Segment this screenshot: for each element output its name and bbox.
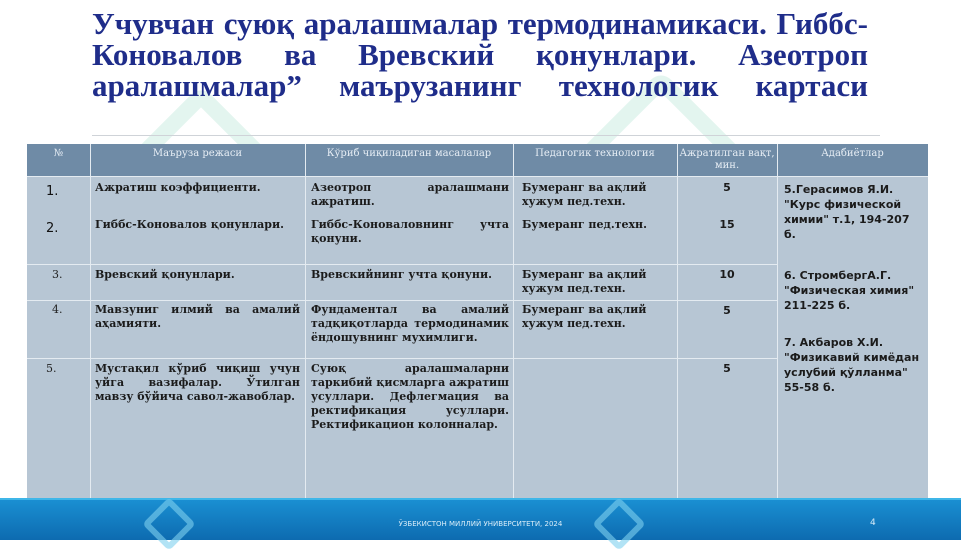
header-literature: Адабиётлар	[821, 148, 884, 159]
header-number: №	[53, 148, 64, 159]
header-plan: Маъруза режаси	[152, 148, 243, 159]
row-technology: Бумеранг ва ақлий хужум пед.техн.	[522, 303, 647, 330]
row-divider	[27, 358, 777, 359]
column-divider	[90, 144, 91, 500]
row-issues: Азеотроп аралашмани ажратиш.	[311, 181, 509, 208]
header-issues: Кўриб чиқиладиган масалалар	[326, 148, 492, 159]
page-number: 4	[870, 518, 876, 528]
row-number: 4.	[52, 303, 63, 316]
row-plan: Мавзуниг илмий ва амалий аҳамияти.	[95, 303, 300, 330]
literature-item: 5.Герасимов Я.И. "Курс физической химии" т.1, 194-207 б.	[784, 183, 910, 241]
row-plan: Ажратиш коэффициенти.	[95, 181, 261, 194]
row-technology: Бумеранг ва ақлий хужум пед.техн.	[522, 268, 647, 295]
column-divider	[305, 144, 306, 500]
row-number: 5.	[46, 362, 57, 375]
title-divider	[92, 135, 880, 136]
row-number: 2.	[46, 221, 59, 236]
row-technology: Бумеранг пед.техн.	[522, 218, 647, 231]
literature-item: 7. Акбаров Х.И. "Физикавий кимёдан услубий қўлланма" 55-58 б.	[784, 336, 920, 394]
column-divider	[777, 144, 778, 500]
row-issues: Вревскийнинг учта қонуни.	[311, 268, 492, 281]
column-divider	[677, 144, 678, 500]
row-issues: Гиббс-Коноваловнинг учта қонуни.	[311, 218, 509, 245]
page-title: Учувчан суюқ аралашмалар термодинамикаси. Гиббс-Коновалов ва Вревский қонунлари. Азеотроп аралашмалар” маърузанинг технологик картаси	[92, 6, 868, 103]
row-time: 15	[719, 218, 735, 231]
literature-item: 6. СтромбергА.Г. "Физическая химия" 211-225 б.	[784, 269, 915, 312]
row-plan: Гиббс-Коновалов қонунлари.	[95, 218, 284, 231]
footer-institution: ЎЗБЕКИСТОН МИЛЛИЙ УНИВЕРСИТЕТИ, 2024	[398, 520, 563, 528]
row-technology: Бумеранг ва ақлий хужум пед.техн.	[522, 181, 647, 208]
row-issues: Суюқ аралашмаларни таркибий қисмларга ажратиш усуллари. Дефлегмация ва ректификация усуллари. Ректификацион колонналар.	[311, 362, 509, 431]
technology-map-table	[27, 144, 928, 500]
row-divider	[27, 176, 928, 177]
row-number: 3.	[52, 268, 63, 281]
row-issues: Фундаментал ва амалий тадқиқотларда термодинамик ёндошувнинг мухимлиги.	[311, 303, 509, 344]
row-divider	[27, 264, 777, 265]
row-time: 10	[719, 268, 735, 281]
row-time: 5	[723, 304, 731, 317]
row-time: 5	[723, 181, 731, 194]
row-number: 1.	[46, 184, 59, 199]
header-technology: Педагогик технология	[535, 148, 655, 159]
row-divider	[27, 300, 777, 301]
row-time: 5	[723, 362, 731, 375]
row-plan: Мустақил кўриб чиқиш учун уйга вазифалар. Ўтилган мавзу бўйича савол-жавоблар.	[95, 362, 300, 403]
header-time: Ажратилган вақт, мин.	[679, 148, 775, 171]
column-divider	[513, 144, 514, 500]
row-plan: Вревский қонунлари.	[95, 268, 235, 281]
